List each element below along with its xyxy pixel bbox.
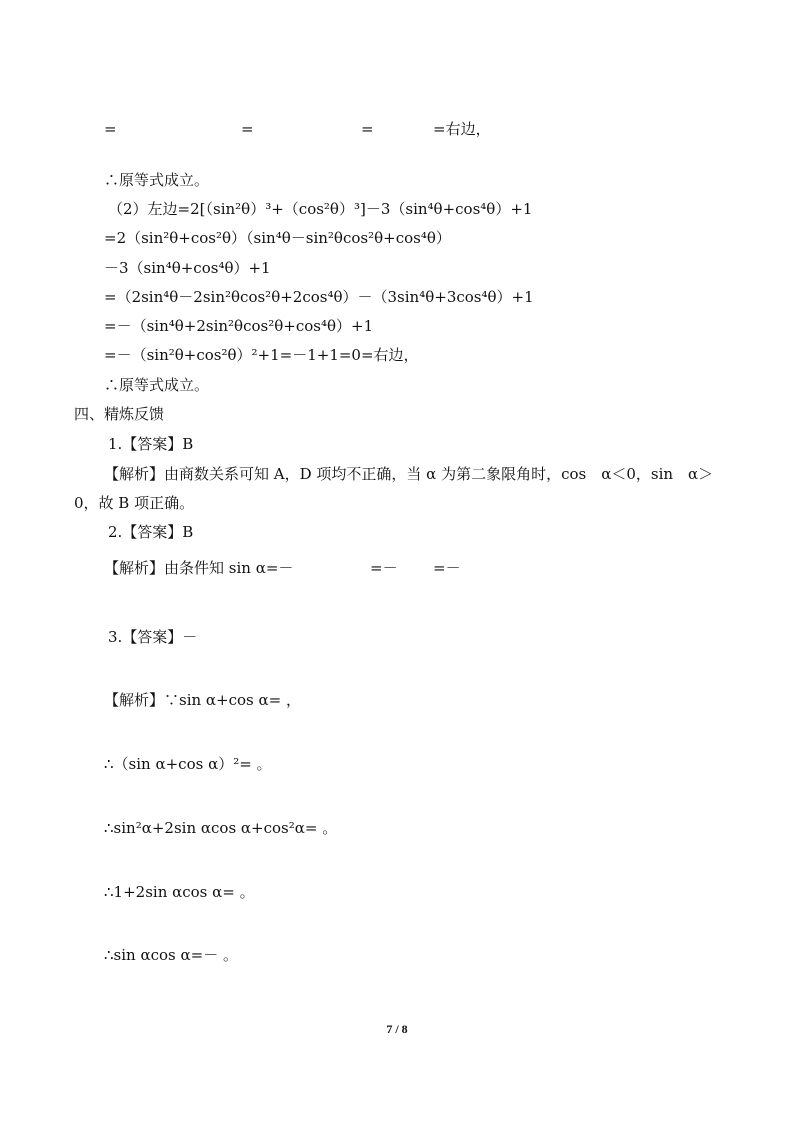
equation-line-1b: = xyxy=(241,120,254,138)
answer-2: 2.【答案】B xyxy=(108,523,194,541)
conclusion-line-2: ∴原等式成立。 xyxy=(104,376,210,394)
answer-1: 1.【答案】B xyxy=(108,435,194,453)
proof-line-2-step5: =－（sin²θ+cos²θ）²+1=－1+1=0=右边， xyxy=(104,346,419,364)
analysis-2-part-b: =－ xyxy=(370,559,398,577)
analysis-3-line-4: ∴1+2sin αcos α= 。 xyxy=(104,883,255,901)
analysis-3-line-2: ∴（sin α+cos α）²= 。 xyxy=(104,755,272,773)
proof-line-2-start: （2）左边=2[（sin²θ）³+（cos²θ）³]－3（sin⁴θ+cos⁴θ）+1 xyxy=(108,200,533,218)
page-number: 7 / 8 xyxy=(386,1022,408,1036)
analysis-3-line-1: 【解析】∵sin α+cos α= ， xyxy=(104,691,301,709)
proof-line-2-step2: －3（sin⁴θ+cos⁴θ）+1 xyxy=(104,259,271,277)
answer-3: 3.【答案】－ xyxy=(108,628,198,646)
equation-line-1d: =右边， xyxy=(433,120,491,138)
section-heading: 四、精炼反馈 xyxy=(74,405,165,423)
analysis-2-part-a: 【解析】由条件知 sin α=－ xyxy=(104,559,294,577)
analysis-2-part-c: =－ xyxy=(433,559,461,577)
conclusion-line-1: ∴原等式成立。 xyxy=(104,171,210,189)
proof-line-2-step3: =（2sin⁴θ－2sin²θcos²θ+2cos⁴θ）－（3sin⁴θ+3cos⁴θ）+1 xyxy=(104,288,534,306)
equation-line-1a: = xyxy=(104,120,117,138)
analysis-3-line-3: ∴sin²α+2sin αcos α+cos²α= 。 xyxy=(104,819,338,837)
proof-line-2-step4: =－（sin⁴θ+2sin²θcos²θ+cos⁴θ）+1 xyxy=(104,317,374,335)
analysis-1-line-2: 0，故 B 项正确。 xyxy=(74,494,195,512)
analysis-3-line-5: ∴sin αcos α=－ 。 xyxy=(104,946,238,964)
equation-line-1c: = xyxy=(361,120,374,138)
proof-line-2-step1: =2（sin²θ+cos²θ）（sin⁴θ－sin²θcos²θ+cos⁴θ） xyxy=(104,229,451,247)
analysis-1-line-1: 【解析】由商数关系可知 A，D 项均不正确，当 α 为第二象限角时，cos α＜0，sin α＞ xyxy=(104,465,714,483)
